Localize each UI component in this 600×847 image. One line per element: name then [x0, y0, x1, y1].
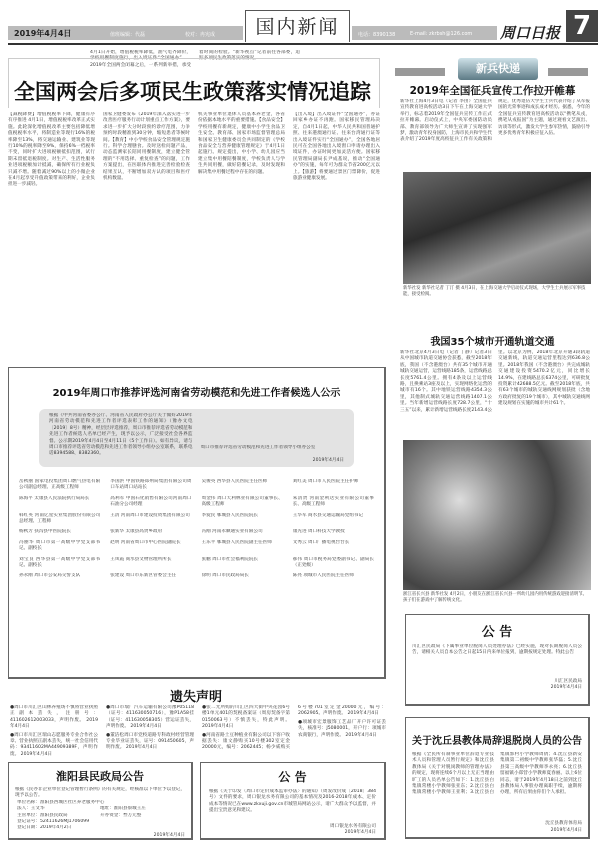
candidate-entry: 张建设 周口市东新区管委会主任 [110, 573, 177, 579]
labor-intro-panel [39, 409, 354, 467]
notice-2-date: 2019年4月4日 [344, 830, 376, 835]
banner-bar-left [395, 68, 445, 76]
water-notice-box [200, 762, 386, 840]
huaiyang-fields [17, 800, 183, 832]
lead-col-1: 【减税降费】增值税税率下降，健康有序有序推进 4月1日，增值税税率改革正式实施。此轮深化增值税改革主要包括降低增值税税率水平，将制造业等现行16%的税率降至13%，将交通运输业、建筑业等现行10%的税率降至9%，保持6%一档税率不变，同时扩大进项税额抵扣范围，试行期末留抵退税制度。对生产、生活性服务业进项税额加计抵减，确保所有行业税负只减不增。随着减过90%以上的小微企业在4月起享受升值政策带来的利好，企业负担进一步减轻。 [8, 112, 95, 188]
notice-1-body: 川汇区民政局《下属事业单位脱岗人员处理办法》已经实施，现对长期脱岗人员公告，请相关人员自本公告之日起15日内来单位报到，逾期按规定处理。特此公告 [412, 644, 582, 656]
candidate-entry: 朱清贤 河南金利达实业有限公司董事长、高级工程师 [292, 495, 374, 508]
lost-notice-item: ●董洁松周口市党校道路专科政村经营管理专业毕业证丢失，证号：091450605，声明作废。 2019年4月4日 [106, 732, 194, 751]
notice-1-headline: 公 告 [481, 625, 513, 640]
lead-headline: 全国两会后多项民生政策落实情况追踪 [14, 79, 371, 104]
labor-notice-box [8, 367, 386, 679]
candidate-entry: 孙永刚 周口市公安局交警支队 [19, 573, 81, 579]
header-rule [8, 43, 598, 45]
candidate-entry: 周金伟 周口天利林业有限公司董事长、高级工程师 [201, 495, 283, 508]
candidate-entry: 吴俊英 西华县人民医院主任医师 [201, 479, 268, 484]
candidate-entry: 张新华 太康县高贤乡政府 [110, 529, 163, 535]
lead-intro: 4月1日开始，增值税税率降低，油气电齐降价，学校用餐制度施行，出入境证件“全国通办”……2019年全国两会闭幕之后，一系列新举措，承受着时间的检验。“新华视点”记者前往各部委，追踪多项民生政策落实的情况。 [90, 50, 300, 68]
newspaper-logo: 周口日报 [500, 24, 561, 42]
metro-caption: 浙江省长兴县 新华社发 4月2日，小朋友在浙江省长兴县一所幼儿园内用传统游戏迎接清明节。孩子们在游戏中了解传统文化。 [403, 592, 588, 603]
candidate-entry: 杨秋芳 扶沟县中医院院长 [19, 529, 71, 535]
candidate-entry: 王华军 商水县交通运输局党组书记 [292, 512, 364, 518]
metro-body: 新华社北京4月3日电（记者 丁静）记者3日从中国城市轨道交通协会获悉，截至2018年底，我国（不含港澳台）共有35个城市开通城轨交通运营，运营线路185条，运营线路总长度5761.4公里。拥有4条及以上运营线路，且换乘站3座及以上，实现网络化运营的城市有16个。其中地铁运营线路4354.3公里，其他制式城轨交通运营线路1407.1公里。当年新增运营线路长度728.7公里，“十三五”以来，累计新增运营线路长度2143.4公里。以北京为例，2018年北京开通3段轨道交通新线，轨道交通运营里程达到636.8公里。2018年我国（不含港澳台）共完成城轨交通建设投资5470.2亿元，同比增长14.9%，在建线路总长6374公里，可研批复投资累计42688.5亿元。截至2018年底，共有63个城市的城轨交通线网规划获批（含地方政府批复的19个城市），其中城轨交通线网建设规划在实施的城市共计61个。 [400, 350, 590, 413]
candidate-entry: 冯丽华 周口市第一高级中学党支部书记、副校长 [19, 539, 101, 552]
lost-notice-item: ●周口市瑞广汽车运输有限公司豫P05118（证号：411630050716），豫P1A58挂（证号：411630058305）营运证丢失，声明作废。 2019年4月4日 [106, 705, 194, 730]
candidate-entry: 王乐平 郸城县人民医院副主任医师 [201, 539, 272, 545]
lead-col-2: 国家卫健委发布《2019年深入落实进一步改善医疗服务行动计划重点工作方案》，要求进一步扩大分时段预约诊疗范围，力争预约时段精准到30分钟，缩短患者等候时间。【教育】中小学校食品安全管理规定施行。科学合理膳食。及时送检问题产品，动态监测家长陪同用餐制度，建立健全管理的“不用选择、重复检查”的问题，工作方案提出，在医联体内推进完善检验检查结果互认，不断增加双方认的项目和医疗机构数量。 [103, 112, 190, 182]
banner-bar-right [548, 68, 588, 76]
candidate-entry: 郝伟 周口市税务局党委副书记、副局长（正处级） [292, 556, 374, 569]
huaiyang-headline: 淮阳县民政局公告 [56, 770, 144, 783]
candidate-entry: 徐明 周口市民政局局长 [201, 573, 249, 579]
recruit-photo [403, 172, 591, 284]
candidate-entry: 李国洪 中国铁路郑州局集团有限公司周口车站周口站站长 [110, 479, 192, 491]
huaiyang-date: 2019年4月4日 [153, 832, 185, 838]
huaiyang-field: 主管单位：淮阳县民政局 [17, 812, 68, 818]
notice-1-signer: 川汇区民政局 [554, 679, 582, 684]
labor-intro: 根据《中共河南省委办公厅、河南省人民政府办公厅关于做好2019年河南省劳动模范和先进工作者评选表彰工作的通知》（豫办文电〔2019〕8号）精神，经层层评选推荐，周口市推荐评选省劳动模范和先进工作者候选人名单已经产生，现予以公示，广泛接受社会各界监督。公示期2019年4月4日至4月11日（5个工作日）。如有异议，请与周口市推荐评选省劳动模范和先进工作者领导小组办公室联系，联系电话8394588、8382360。 [49, 413, 193, 457]
notice-box-1 [405, 614, 590, 706]
labor-date: 2019年4月4日 [312, 458, 344, 463]
candidate-entry: 赵明 河南省周口市中心医院副院长 [110, 539, 181, 545]
lost-notice-item: ●项城市宏景服饰工艺品厂开户许可证丢失，核准号：J5080001，开户行：项城市农商银行，声明作废。 2019年4月4日 [298, 719, 386, 738]
candidate-entry: 岳秋丽 国家电投集团周口燃气热电有限公司副总经理、正高级工程师 [19, 479, 101, 491]
candidate-entry: 文秀云 周口广播电视台台长 [292, 539, 350, 545]
proof-credit: 校对：冉宪成 [185, 32, 216, 38]
lost-notices [10, 705, 386, 759]
shenqiu-headline: 关于沈丘县教体局辞退脱岗人员的公告 [412, 736, 582, 747]
lost-notice-item: ●河南省路土豆种植业有限公司以下客户收据丢失：康文静购买10号楼302室定金20000元，编号：2062445；杨少威购买6号楼701室定金20000元，编号：2062905。声明作废。 2019年4月4日 [202, 705, 386, 751]
shenqiu-body: 根据《全民所有制事业单位辞退专业技术人员和管理人员暂行规定》和沈丘县教体局《关于对脱岗教师的管理办法》的规定，现将连续6个月以上无正当理由旷工的人员名单公告如下：1.沈丘县白集镇常楼小学教师张亚东；2.沈丘县白集镇常楼小学教师王亚利；3.沈丘县白集镇郭村小学教师周倩；4.沈丘县新安集镇第二初级中学教师张华磊；5.沈丘县第三高级中学教师李永亮；6.沈丘县留福镇小郑营小学教师夏春丽。以上6位同志，请于2019年4月18日之前到沈丘县教体局人事股办理离职手续，逾期将办理，所有后果由你们个人承担。 [412, 752, 582, 796]
candidate-entry: 刘宝良 西华县第一高级中学党支部书记、副校长 [19, 556, 101, 569]
huaiyang-notice-box [8, 762, 193, 840]
contact-phone: 电话：8390138 [358, 32, 396, 38]
lost-notice-item: ●周口市川汇区山林养殖场不慎将营业执照正副本丢失，注册号：411602612003033，声明作废。 2019年4月4日 [10, 705, 98, 730]
candidate-entry: 冯刚 河南永顺通实业有限公司 [201, 529, 263, 535]
recruit-headline: 2019年全国征兵宣传工作拉开帷幕 [409, 85, 576, 97]
labor-headline: 2019年周口市推荐评选河南省劳动模范和先进工作者候选人公示 [52, 388, 341, 399]
shenqiu-notice-box [405, 717, 590, 839]
huaiyang-field: 单位名称：淮阳县西城区社区养老服务中心 [17, 799, 105, 805]
lead-col-4: 【出入境】出入境证件“全国通办”，办证回家乡办证不再跑。国家移民管理局决定，自4月1日起，中华人民共和国普通护照、往来港澳通行证、往来台湾通行证等出入境证件实行“全国通办”，全国各地居民可在全国各地出入境窗口申请办理出入境证件，办证时间更加灵活方便。国家移民管理局副局长尹成基说，推动“全国通办”的实施，每年可为群众节省200亿元以上。【旅游】将要通过景区门票降价，促进旅游业健康发展。 [293, 112, 380, 182]
huaiyang-field: 登记日期：2019年4月2日 [17, 825, 72, 831]
shenqiu-date: 2019年4月4日 [550, 828, 582, 833]
notice-2-signer: 周口银龙水务有限公司 [330, 824, 376, 829]
notice-1-date: 2019年4月4日 [550, 685, 582, 690]
issue-date: 2019年4月4日 [14, 29, 72, 38]
candidate-entry: 李爱民 郸城县人民医院院长 [201, 512, 259, 518]
candidate-entry: 康先进 周口科技大学教授 [292, 529, 345, 535]
lead-col-3: 机关事业单位退休人员基本养老金，各省份依据本地水平的重要措施。【食品安全】学校用餐有新规定，健康中小学生食品卫生安全。教育部、国家市场监督管理总局和国家卫生健康委员会共同制定的《学校食品安全与营养健康管理规定》于4月1日起施行。规定提出，中小学、幼儿园应当建立集中用餐陪餐制度，学校负责人与学生共同用餐，做好陪餐记录，及时发现和解决集中用餐过程中存在的问题。 [198, 112, 285, 175]
lost-headline: 遗失声明 [170, 690, 223, 705]
huaiyang-field: 登记证号：52411626MJ1706099 [17, 819, 90, 825]
metro-headline: 我国35个城市开通轨道交通 [430, 337, 555, 348]
recruit-caption: 新华社发 新华社记者 丁汀 摄 4月3日，在上海交通大学启动仪式现场，大学生士兵展示军事技能，接受检阅。 [403, 286, 586, 297]
labor-office: 周口市推荐评选省劳动模范和先进工作者领导小组办公室 [200, 444, 316, 450]
contact-email: E-mail: zkrbsh@126.com [410, 31, 473, 37]
huaiyang-field: 地址：淮阳县蔡城王庄 [100, 806, 146, 812]
children-photo [403, 440, 591, 590]
news-express-banner: 新兵快递 [458, 58, 538, 80]
huaiyang-field: 开办资金：叁万元整 [100, 812, 142, 818]
candidate-entry: 王凤霞 商水县文物管理所所长 [110, 556, 172, 562]
candidate-entry: 张鹏 周口市社会福利院院长 [201, 556, 259, 562]
candidate-entry: 陈亮 项城市人民医院主任医师 [292, 573, 354, 579]
huaiyang-body: 根据《民办非企业单位登记管理暂行条例》的有关规定，经核准以下单位予以登记，现予以公告。 [15, 787, 185, 799]
candidate-entry: 陈海平 太康县人民法院执行局局长 [19, 495, 90, 501]
huaiyang-field: 法人：王文华 [17, 806, 45, 812]
candidate-entry: 刘红美 周口市人民医院主任护师 [292, 479, 359, 484]
editor-credit: 值班编辑：代磊 [110, 32, 146, 38]
lead-columns [8, 112, 380, 357]
candidate-list [19, 479, 374, 580]
notice-2-body: 根据《关于印发〈周口市定价成本监审办法〉的通知》（周发改价成〔2018〕384号）文件的要求，周口银龙水务有限公司的基本情况及2016-2018年成本、定价成本等情况已在www.zkxuji.gov.cn市城管局网站公示，请广大群众予以监督，并提出宝贵意见和建议。 [209, 789, 376, 814]
page-number: 7 [566, 10, 598, 42]
notice-2-headline: 公 告 [278, 770, 307, 784]
lost-notice-item: ●张二光所购的川汇区四大街中央花园6号楼1单元401的契税备案证（周房契备字第0150063号）不慎丢失，特此声明。 2019年4月4日 [202, 705, 290, 730]
lost-notice-item: ●周口市川汇区瑞山志愿服务专业合作社公章、营业执照正副本丢失，统一社会信用代码：93411602MA44909389F，声明作废。 2019年4月4日 [10, 732, 98, 757]
candidate-entry: 王清 河南周口市建设投资集团有限公司 [110, 512, 190, 518]
recruit-body: 新华社上海4月3日电（记者 李由）全国征兵宣传教育进高校活动3日下午在上海交通大学举行，标志着2019年全国征兵宣传工作正式拉开帷幕。启动仪式上，中央军委国防动员部、教育部领导为广大师生宣讲了实现强军梦，激动青年投身国防，上海市民兵和学生代表介绍了2019年度高校征兵工作有关政策和规定，优秀退伍大学生士兵代表介绍了从军报国的光荣事迹和成长成才经历。据悉，今年的全国征兵宣传教育进高校活动以“携笔从戎，携笔从戎报国”为主题，通过观看文艺演出、访谈等形式，激发大学生参军热情，鼓励引导更多优秀青年积极应征入伍。 [400, 99, 590, 143]
candidate-entry: 韩红英 河南亿星实业集团股份有限公司总经理、工程师 [19, 512, 101, 525]
section-title: 国内新闻 [245, 10, 350, 42]
candidate-entry: 高利军 中国石化销售有限公司河南周口石油分公司经理 [110, 495, 192, 508]
shenqiu-signer: 沈丘县教育体育局 [545, 821, 582, 826]
